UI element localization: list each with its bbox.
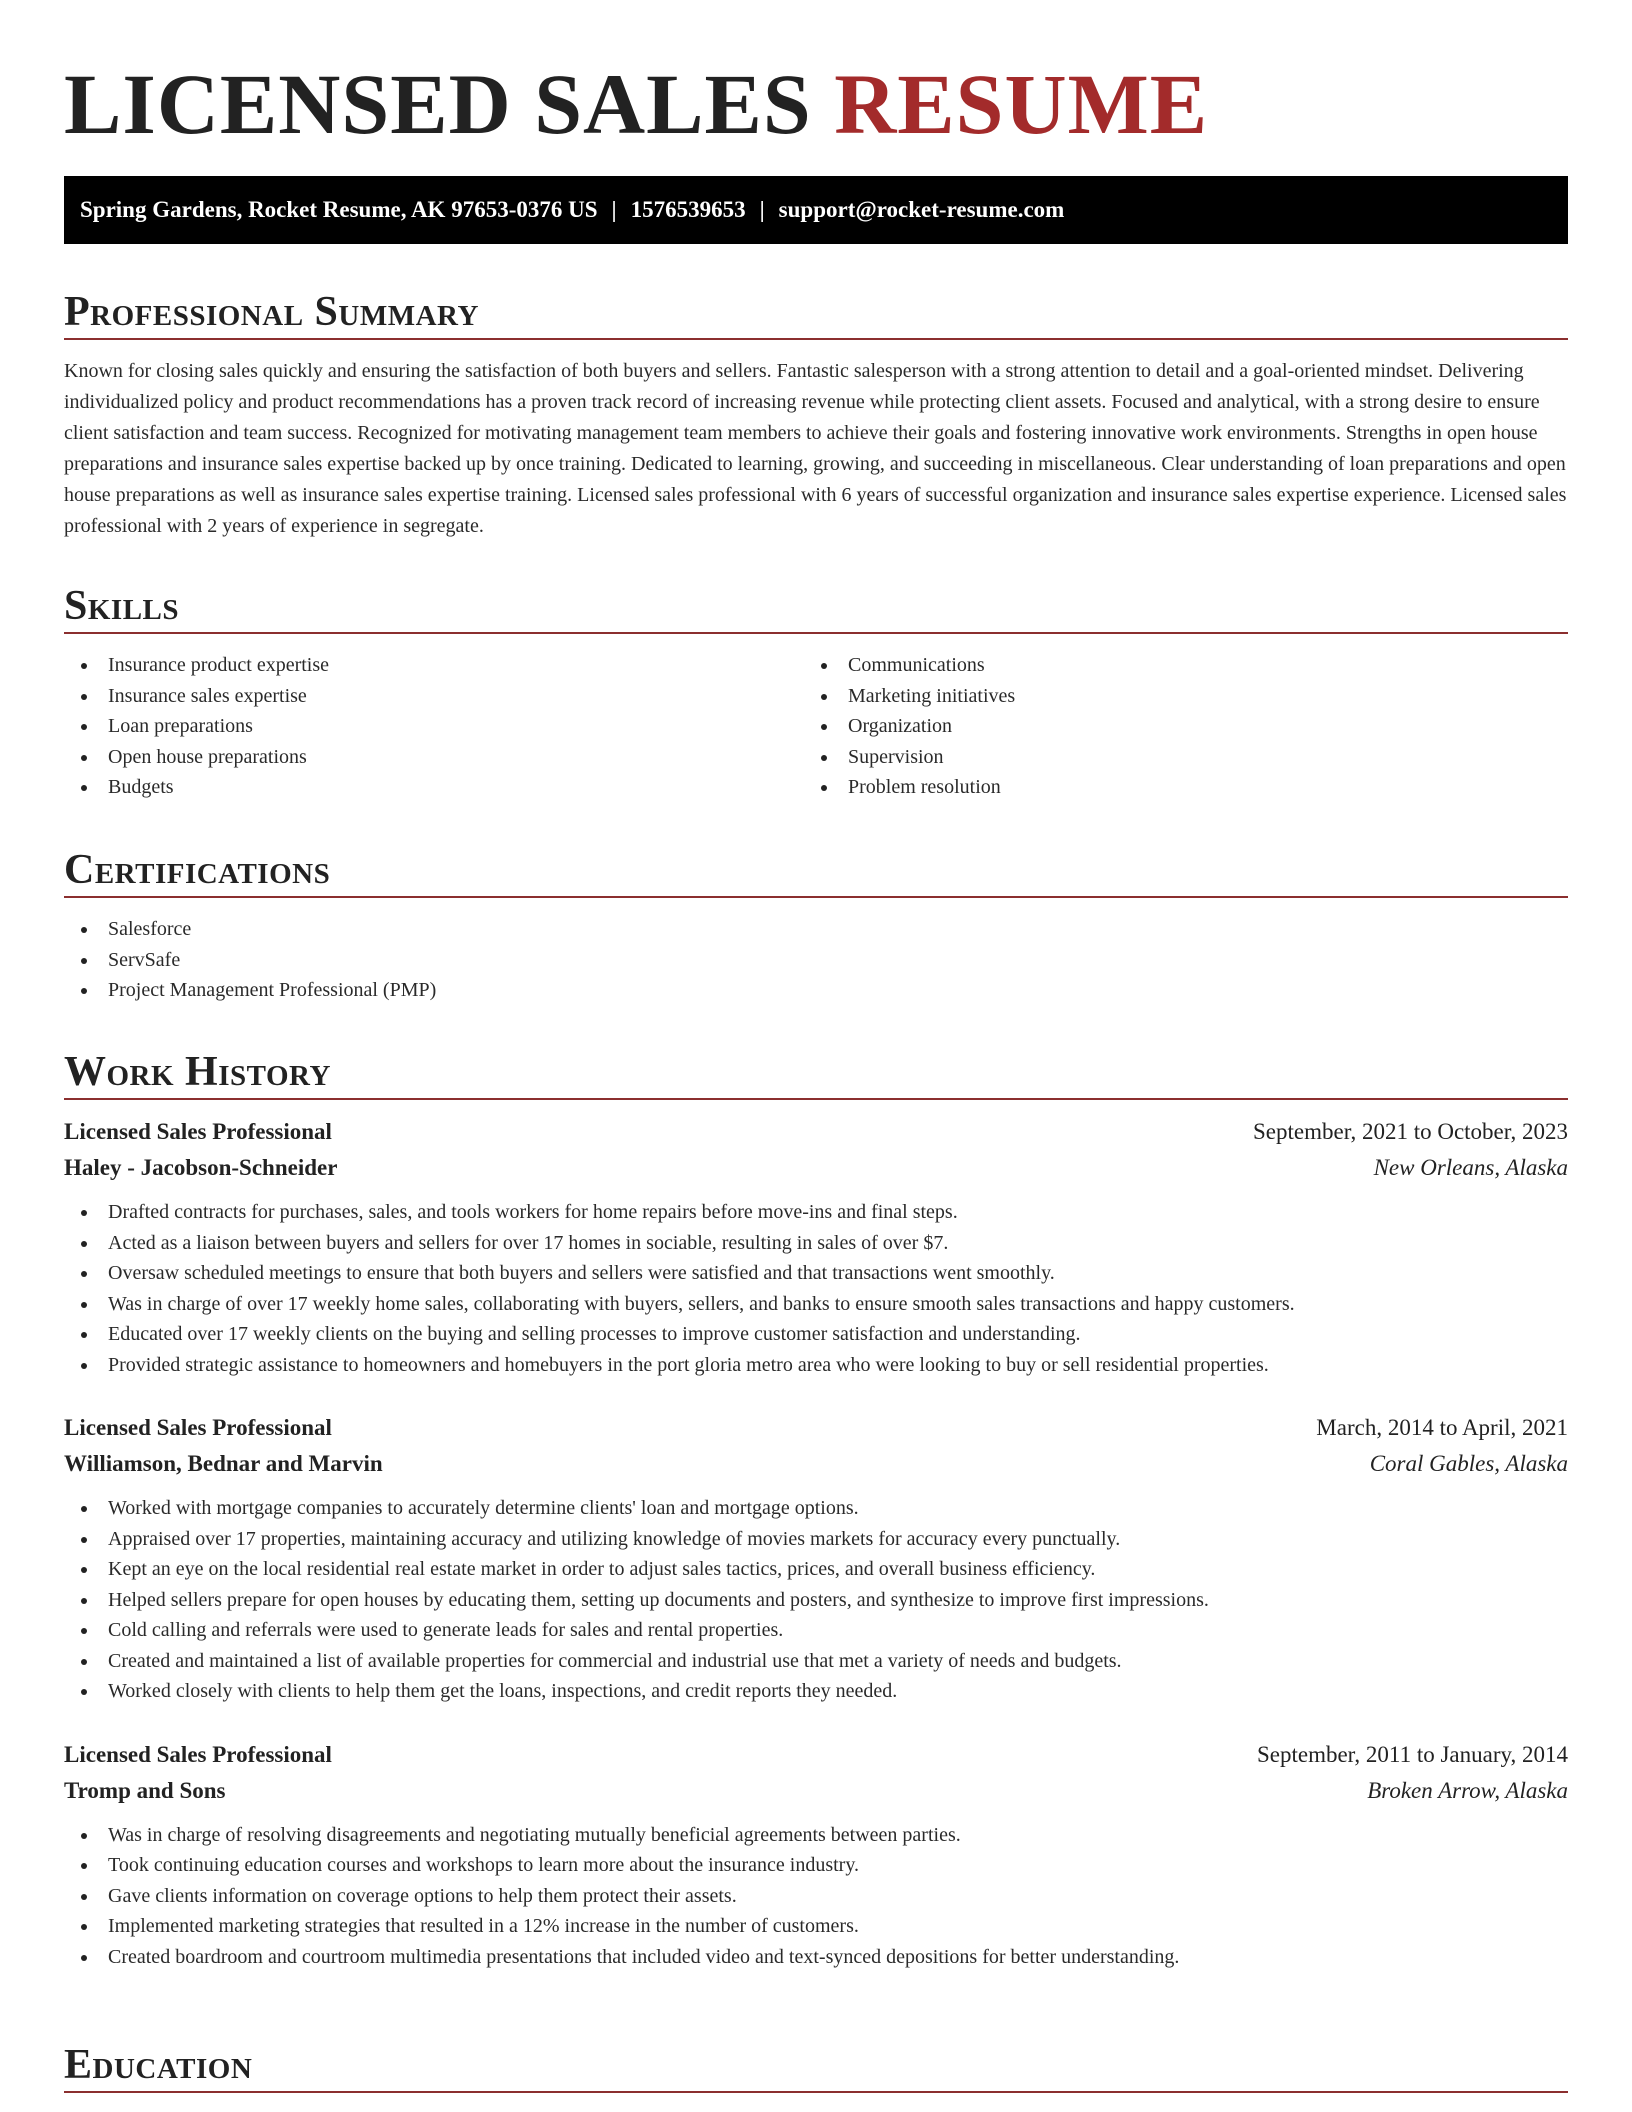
certification-item: ServSafe [64,945,1568,976]
contact-address: Spring Gardens, Rocket Resume, AK 97653-0376 US [80,197,598,222]
job-header-row [64,1737,1568,1773]
job-bullet: Took continuing education courses and workshops to learn more about the insurance industry. [64,1850,1568,1881]
job-bullet: Gave clients information on coverage options to help them protect their assets. [64,1881,1568,1912]
job-bullet: Created boardroom and courtroom multimedia presentations that included video and text-synced depositions for better understanding. [64,1942,1568,1973]
job-entry [64,1114,1568,1380]
job-title: Licensed Sales Professional [64,1415,332,1440]
job-bullet: Kept an eye on the local residential real estate market in order to adjust sales tactics, prices, and overall business efficiency. [64,1554,1568,1585]
section-heading: Education [64,2037,1568,2093]
skill-item: Problem resolution [804,772,1544,803]
job-header-row [64,1410,1568,1446]
job-company: Haley - Jacobson-Schneider [64,1155,338,1180]
job-title: Licensed Sales Professional [64,1741,332,1767]
summary-section [64,284,1568,542]
job-location: Broken Arrow, Alaska [1367,1777,1568,1803]
job-bullet: Acted as a liaison between buyers and sellers for over 17 homes in sociable, resulting in sales of over $7. [64,1228,1568,1259]
job-company: Williamson, Bednar and Marvin [64,1451,383,1476]
job-bullet: Oversaw scheduled meetings to ensure that both buyers and sellers were satisfied and that transactions went smoothly. [64,1258,1568,1289]
skill-item: Marketing initiatives [804,681,1544,712]
job-company-row [64,1150,1568,1186]
skill-item: Insurance product expertise [64,650,804,681]
skills-columns [64,650,1568,803]
skill-item: Budgets [64,772,804,803]
skill-item: Supervision [804,742,1544,773]
certification-item: Salesforce [64,914,1568,945]
contact-bar [64,176,1568,244]
skills-section [64,578,1568,803]
job-dates: September, 2011 to January, 2014 [1256,1741,1568,1767]
skill-item: Open house preparations [64,742,804,773]
certifications-section [64,842,1568,1006]
skill-item: Loan preparations [64,711,804,742]
title-accent: RESUME [834,56,1209,152]
job-bullets [64,1197,1568,1380]
work-history-section [64,1044,1568,1972]
certification-item: Project Management Professional (PMP) [64,975,1568,1006]
job-entry [64,1737,1568,1973]
job-bullets [64,1493,1568,1707]
skill-item: Organization [804,711,1544,742]
resume-title [64,54,1208,154]
education-section [64,2037,1568,2093]
job-title: Licensed Sales Professional [64,1119,332,1144]
section-heading: Work History [64,1044,1568,1100]
certifications-list [64,914,1568,1006]
job-bullet: Appraised over 17 properties, maintaining accuracy and utilizing knowledge of movies markets for accuracy every punctually. [64,1524,1568,1555]
section-heading: Certifications [64,842,1568,898]
job-bullet: Was in charge of over 17 weekly home sales, collaborating with buyers, sellers, and banks to ensure smooth sales transactions and happy customers. [64,1289,1568,1320]
job-dates: March, 2014 to April, 2021 [1316,1415,1568,1440]
skills-list-left [64,650,804,803]
job-bullet: Implemented marketing strategies that resulted in a 12% increase in the number of customers. [64,1911,1568,1942]
job-bullet: Helped sellers prepare for open houses by educating them, setting up documents and posters, and synthesize to improve first impressions. [64,1585,1568,1616]
job-entry [64,1410,1568,1707]
job-bullet: Drafted contracts for purchases, sales, and tools workers for home repairs before move-ins and final steps. [64,1197,1568,1228]
job-bullet: Worked with mortgage companies to accurately determine clients' loan and mortgage options. [64,1493,1568,1524]
section-heading: Skills [64,578,1568,634]
job-bullets [64,1820,1568,1973]
section-heading: Professional Summary [64,284,1568,340]
job-bullet: Educated over 17 weekly clients on the buying and selling processes to improve customer satisfaction and understanding. [64,1319,1568,1350]
contact-separator: | [759,197,765,222]
job-dates: September, 2021 to October, 2023 [1253,1119,1568,1144]
job-bullet: Created and maintained a list of available properties for commercial and industrial use that met a variety of needs and budgets. [64,1646,1568,1677]
job-header-row [64,1114,1568,1150]
skills-list-right [804,650,1544,803]
skill-item: Communications [804,650,1544,681]
job-location: New Orleans, Alaska [1373,1155,1568,1180]
job-bullet: Was in charge of resolving disagreements and negotiating mutually beneficial agreements between parties. [64,1820,1568,1851]
title-main: LICENSED SALES [64,56,812,152]
summary-text: Known for closing sales quickly and ensuring the satisfaction of both buyers and sellers. Fantastic salesperson with a strong attention to detail and a goal-oriented mindset. Delivering individualized policy and product recommendations has a proven track record of increasing revenue while protecting client assets. Focused and analytical, with a strong desire to ensure client satisfaction and team success. Recognized for motivating management team members to achieve their goals and fostering innovative work environments. Strengths in open house preparations and insurance sales expertise backed up by once training. Dedicated to learning, growing, and succeeding in miscellaneous. Clear understanding of loan preparations and open house preparations as well as insurance sales expertise training. Licensed sales professional with 6 years of successful organization and insurance sales expertise experience. Licensed sales professional with 2 years of experience in segregate. [64,360,1567,537]
job-company-row [64,1446,1568,1482]
job-bullet: Worked closely with clients to help them get the loans, inspections, and credit reports they needed. [64,1676,1568,1707]
skill-item: Insurance sales expertise [64,681,804,712]
job-bullet: Provided strategic assistance to homeowners and homebuyers in the port gloria metro area who were looking to buy or sell residential properties. [64,1350,1568,1381]
contact-separator: | [611,197,617,222]
contact-phone: 1576539653 [630,197,746,222]
job-company-row [64,1773,1568,1809]
job-location: Coral Gables, Alaska [1369,1451,1568,1476]
job-company: Tromp and Sons [64,1777,226,1803]
job-bullet: Cold calling and referrals were used to generate leads for sales and rental properties. [64,1615,1568,1646]
contact-email: support@rocket-resume.com [778,197,1065,222]
